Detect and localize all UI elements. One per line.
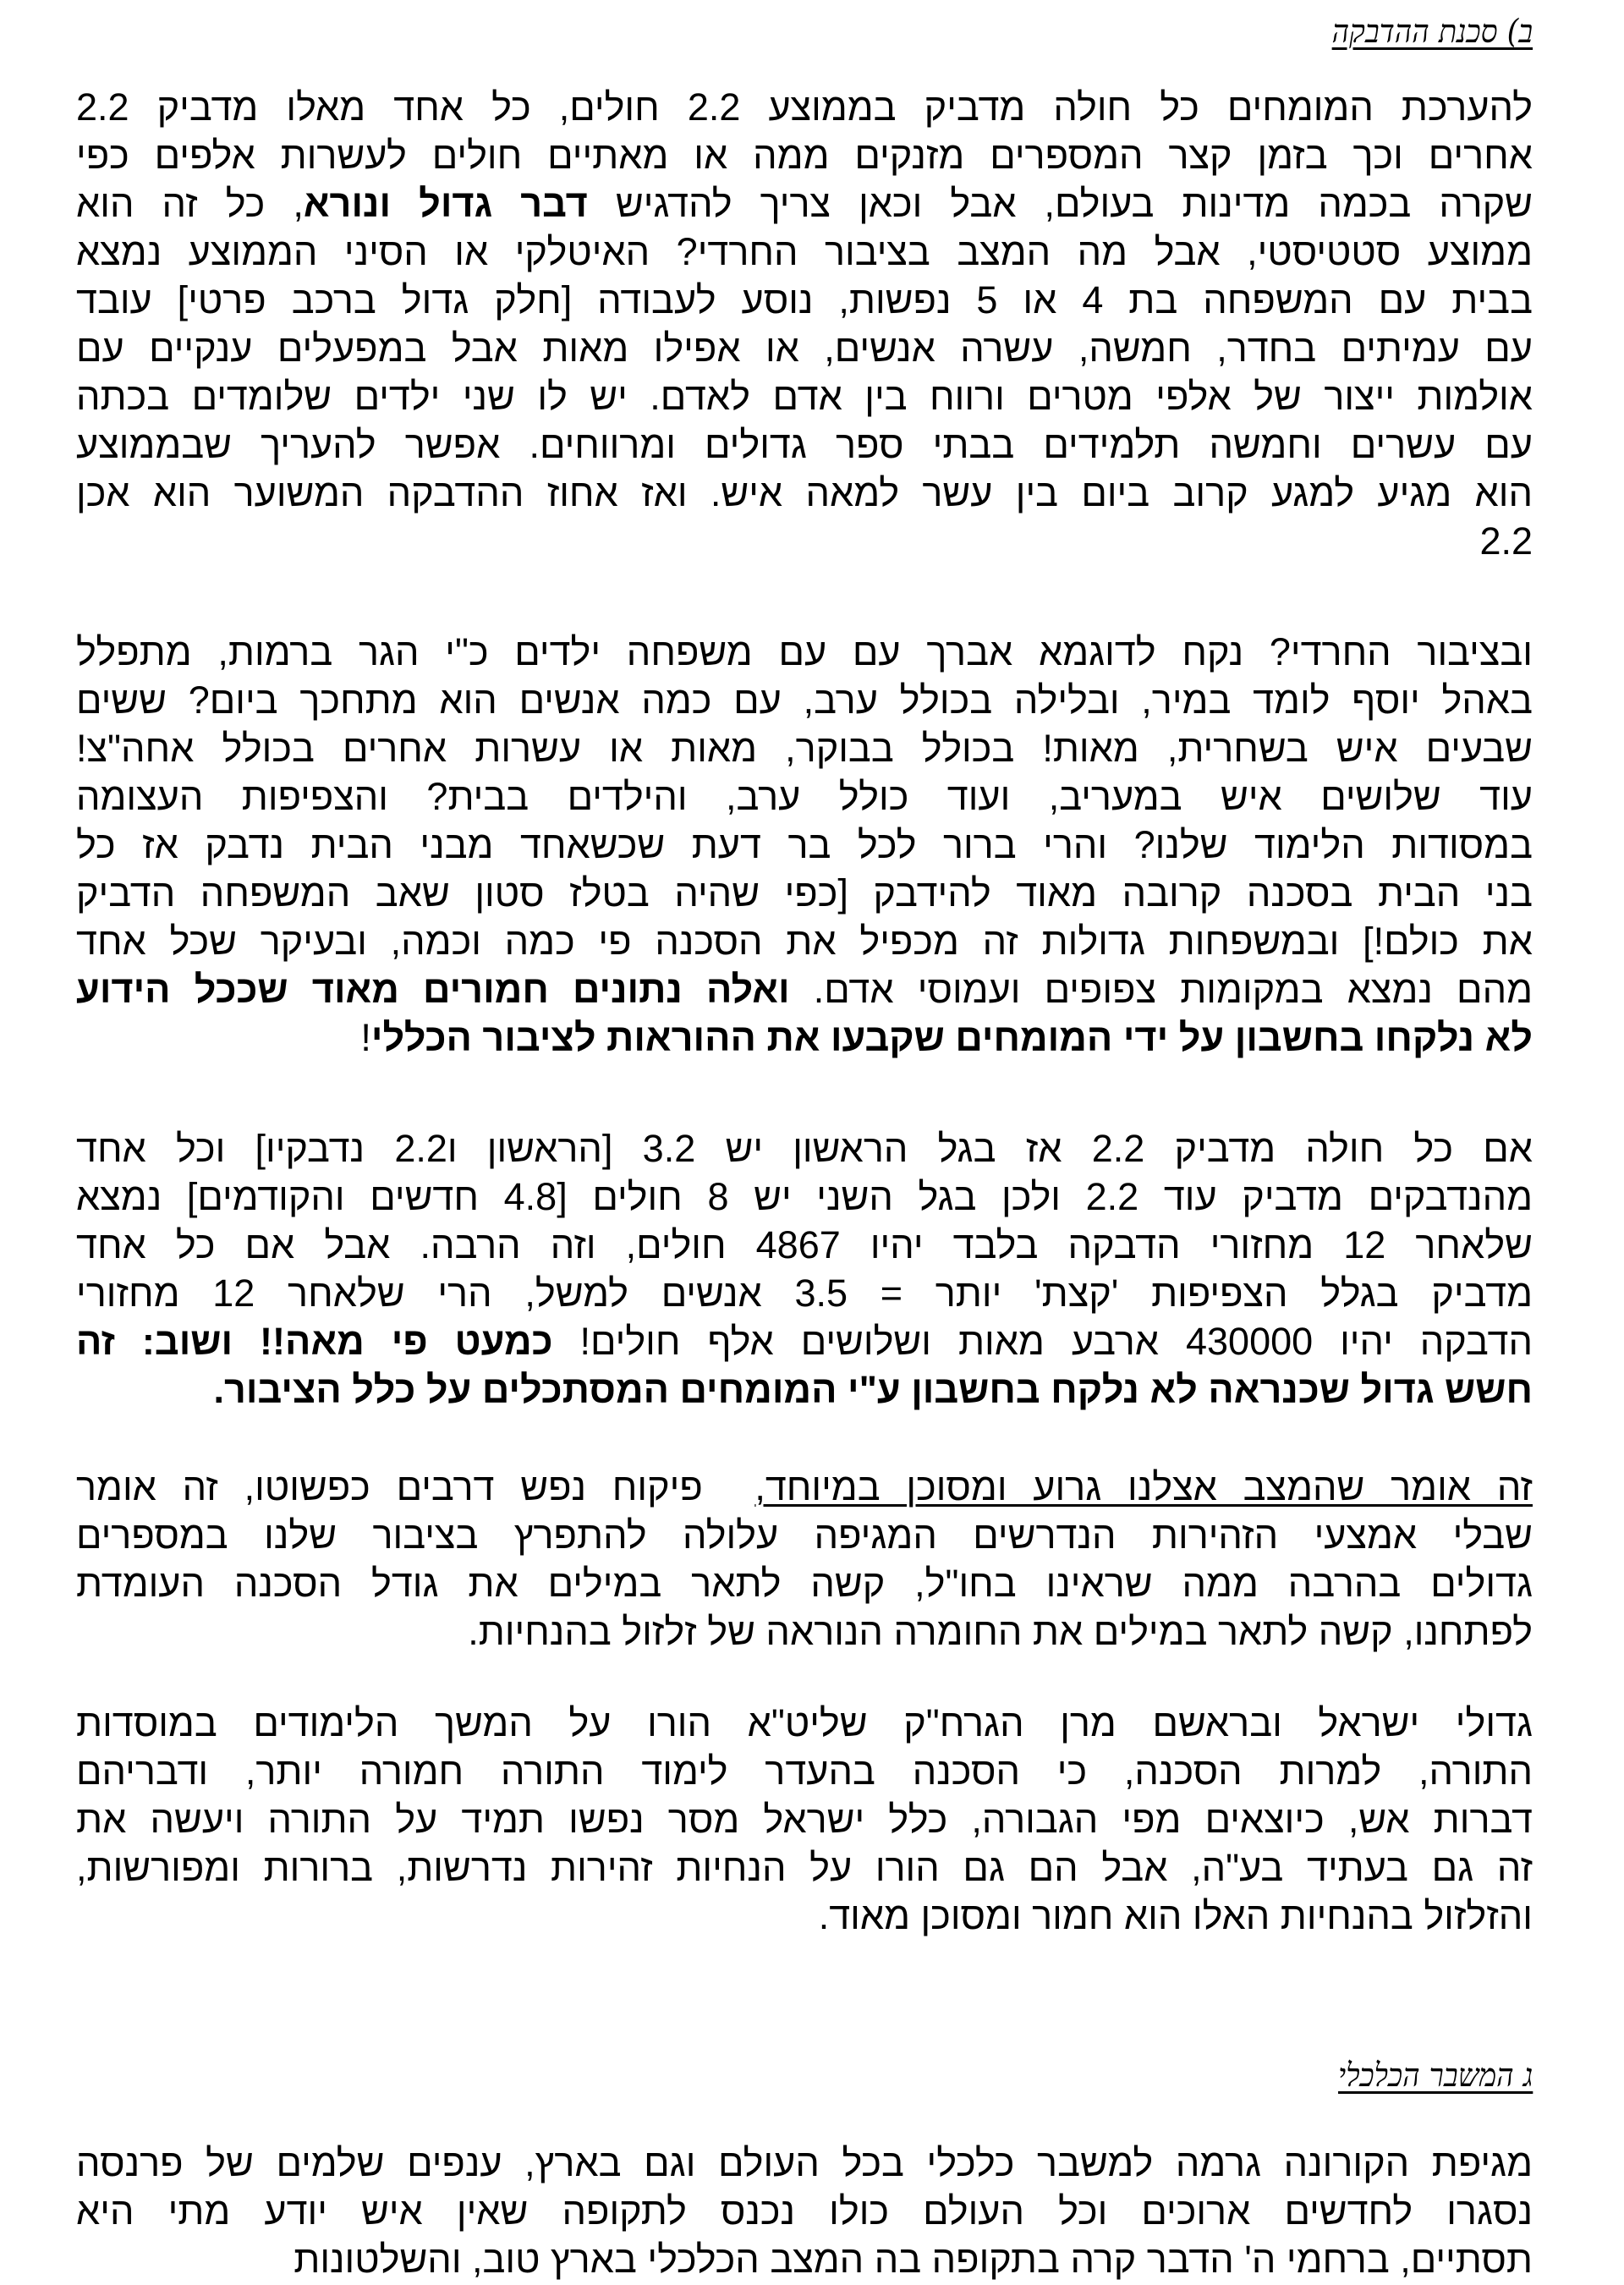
text-line xyxy=(76,1013,1533,1062)
text-line xyxy=(76,1747,1533,1795)
text-line xyxy=(76,2187,1533,2235)
text-segment: מהם נמצא במקומות צפופים ועמוסי אדם. xyxy=(789,968,1533,1011)
text-segment: לפתחנו, קשה לתאר במילים את החומרה הנוראה של זלזול בהנחיות. xyxy=(468,1610,1533,1653)
text-segment: 2.2 xyxy=(1479,519,1533,563)
text-segment: פיקוח נפש דרבים כפשוטו, זה אומר xyxy=(76,1465,755,1508)
text-segment: מגיפת הקורונה גרמה למשבר כלכלי בכל העולם וגם בארץ, ענפים שלמים של פרנסה xyxy=(76,2141,1533,2184)
text-segment: ! xyxy=(360,1016,371,1059)
text-line xyxy=(76,1843,1533,1892)
text-segment: אולמות ייצור של אלפי מטרים ורווח בין אדם לאדם. יש לו שני ילדים שלומדים בכתה xyxy=(76,375,1533,418)
text-line xyxy=(76,869,1533,917)
text-line xyxy=(76,469,1533,517)
text-line xyxy=(76,372,1533,420)
text-line xyxy=(76,1511,1533,1559)
text-segment: עם עמיתים בחדר, חמשה, עשרה אנשים, או אפילו מאות אבל במפעלים ענקיים עם xyxy=(76,327,1533,370)
text-segment: אחרים וכך בזמן קצר המספרים מזנקים ממה או מאתיים חולים לעשרות אלפים כפי xyxy=(76,134,1533,177)
underlined-text: זה אומר שהמצב אצלנו גרוע ומסוכן במיוחד, xyxy=(754,1465,1533,1508)
text-segment: מדביק בגלל הצפיפות 'קצת' יותר = 3.5 אנשים למשל, הרי שלאחר 12 מחזורי xyxy=(76,1272,1533,1315)
bold-text: דבר גדול ונורא xyxy=(303,182,588,225)
text-segment: במסודות הלימוד שלנו? והרי ברור לכל בר דעת שכשאחד מבני הבית נדבק אז כל xyxy=(76,823,1533,866)
text-segment: שבלי אמצעי הזהירות הנדרשים המגיפה עלולה להתפרץ בציבור שלנו במספרים xyxy=(76,1513,1533,1557)
text-line xyxy=(76,324,1533,372)
text-segment: גדולים בהרבה ממה שראינו בחו"ל, קשה לתאר במילים את גודל הסכנה העומדת xyxy=(76,1562,1533,1605)
section-heading-b: ב) סכנת ההדבקה xyxy=(1331,13,1533,50)
text-line xyxy=(76,724,1533,772)
text-line xyxy=(76,1221,1533,1269)
paragraph-5 xyxy=(76,1699,1533,1940)
bold-text: חשש גדול שכנראה לא נלקח בחשבון ע"י המומחים המסתכלים על כלל הציבור. xyxy=(213,1368,1533,1411)
text-line xyxy=(76,228,1533,276)
text-segment: עם עשרים וחמשה תלמידים בבתי ספר גדולים ומרווחים. אפשר להעריך שבממוצע xyxy=(76,423,1533,466)
text-segment: באהל יוסף לומד במיר, ובלילה בכולל ערב, עם כמה אנשים הוא מתחכך ביום? ששים xyxy=(76,678,1533,722)
text-segment: בני הבית בסכנה קרובה מאוד להידבק [כפי שהיה בטלז סטון שאב המשפחה הדביק xyxy=(76,871,1533,915)
paragraph-4 xyxy=(76,1463,1533,1656)
text-segment: שלאחר 12 מחזורי הדבקה בלבד יהיו 4867 חולים, וזה הרבה. אבל אם כל אחד xyxy=(76,1223,1533,1266)
text-segment: תסתיים, ברחמי ה' הדבר קרה בתקופה בה המצב הכלכלי בארץ טוב, והשלטונות xyxy=(294,2238,1533,2281)
text-line xyxy=(76,1124,1533,1173)
text-segment: מהנדבקים מדביק עוד 2.2 ולכן בגל השני יש 8 חולים [4.8 חדשים והקודמים] נמצא xyxy=(76,1175,1533,1218)
text-segment: והזלזול בהנחיות האלו הוא חמור ומסוכן מאוד. xyxy=(818,1894,1533,1937)
text-line xyxy=(76,2139,1533,2187)
text-line xyxy=(76,1795,1533,1843)
text-line xyxy=(76,179,1533,228)
paragraph-2 xyxy=(76,628,1533,1062)
text-segment: , כל זה הוא xyxy=(76,182,304,225)
text-segment: גדולי ישראל ובראשם מרן הגרח"ק שליט"א הורו על המשך הלימודים במוסדות xyxy=(76,1701,1533,1744)
bold-text: לא נלקחו בחשבון על ידי המומחים שקבעו את ההוראות לציבור הכללי xyxy=(370,1016,1533,1059)
text-segment: אם כל חולה מדביק 2.2 אז בגל הראשון יש 3.2 [הראשון ו2.2 נדבקיו] וכל אחד xyxy=(76,1127,1533,1170)
text-line xyxy=(76,1699,1533,1747)
text-segment: שקרה בכמה מדינות בעולם, אבל וכאן צריך להדגיש xyxy=(587,182,1533,225)
text-segment: בבית עם המשפחה בת 4 או 5 נפשות, נוסע לעבודה [חלק גדול ברכב פרטי] עובד xyxy=(76,278,1533,321)
text-line xyxy=(76,628,1533,676)
text-segment: התורה, למרות הסכנה, כי הסכנה בהעדר לימוד התורה חמורה יותר, ודבריהם xyxy=(76,1749,1533,1793)
text-segment: דברות אש, כיוצאים מפי הגבורה, כלל ישראל מסר נפשו תמיד על התורה ויעשה את xyxy=(76,1798,1533,1841)
text-line xyxy=(76,1463,1533,1511)
text-line xyxy=(76,1317,1533,1365)
text-line xyxy=(76,965,1533,1013)
text-line xyxy=(76,517,1533,565)
text-segment: ממוצע סטטיסטי, אבל מה המצב בציבור החרדי? האיטלקי או הסיני הממוצע נמצא xyxy=(76,230,1533,273)
text-segment: את כולם!] ובמשפחות גדולות זה מכפיל את הסכנה פי כמה וכמה, ובעיקר שכל אחד xyxy=(76,920,1533,963)
text-line xyxy=(76,83,1533,131)
paragraph-1 xyxy=(76,83,1533,565)
text-segment: הדבקה יהיו 430000 ארבע מאות ושלושים אלף חולים! xyxy=(552,1320,1533,1363)
text-segment: זה גם בעתיד בע"ה, אבל הם גם הורו על הנחיות זהירות נדרשות, ברורות ומפורשות, xyxy=(76,1846,1533,1889)
text-segment: עוד שלושים איש במעריב, ועוד כולל ערב, והילדים בבית? והצפיפות העצומה xyxy=(76,775,1533,818)
bold-text: כמעט פי מאה!! ושוב: זה xyxy=(76,1320,553,1363)
text-line xyxy=(76,1607,1533,1656)
text-line xyxy=(76,1173,1533,1221)
text-line xyxy=(76,1559,1533,1607)
text-segment: נסגרו לחדשים ארוכים וכל העולם כולו נכנס לתקופה שאין איש יודע מתי היא xyxy=(76,2189,1533,2233)
bold-text: ואלה נתונים חמורים מאוד שככל הידוע xyxy=(76,968,790,1011)
text-segment: שבעים איש בשחרית, מאות! בכולל בבוקר, מאות או עשרות אחרים בכולל אחה"צ! xyxy=(76,727,1533,770)
text-segment: הוא מגיע למגע קרוב ביום בין עשר למאה איש. ואז אחוז ההדבקה המשוער הוא אכן xyxy=(76,471,1533,514)
section-heading-c: ג המשבר הכלכלי xyxy=(1337,2057,1533,2094)
text-line xyxy=(76,2235,1533,2283)
text-line xyxy=(76,276,1533,324)
text-line xyxy=(76,420,1533,469)
text-line xyxy=(76,676,1533,724)
text-line xyxy=(76,1365,1533,1414)
paragraph-3 xyxy=(76,1124,1533,1414)
text-line xyxy=(76,1892,1533,1940)
text-line xyxy=(76,821,1533,869)
text-segment: להערכת המומחים כל חולה מדביק בממוצע 2.2 חולים, כל אחד מאלו מדביק 2.2 xyxy=(76,85,1533,129)
text-line xyxy=(76,917,1533,965)
paragraph-6 xyxy=(76,2139,1533,2283)
text-segment: ובציבור החרדי? נקח לדוגמא אברך עם עם משפחה ילדים כ"י הגר ברמות, מתפלל xyxy=(76,630,1533,673)
text-line xyxy=(76,772,1533,821)
text-line xyxy=(76,1269,1533,1317)
text-line xyxy=(76,131,1533,179)
